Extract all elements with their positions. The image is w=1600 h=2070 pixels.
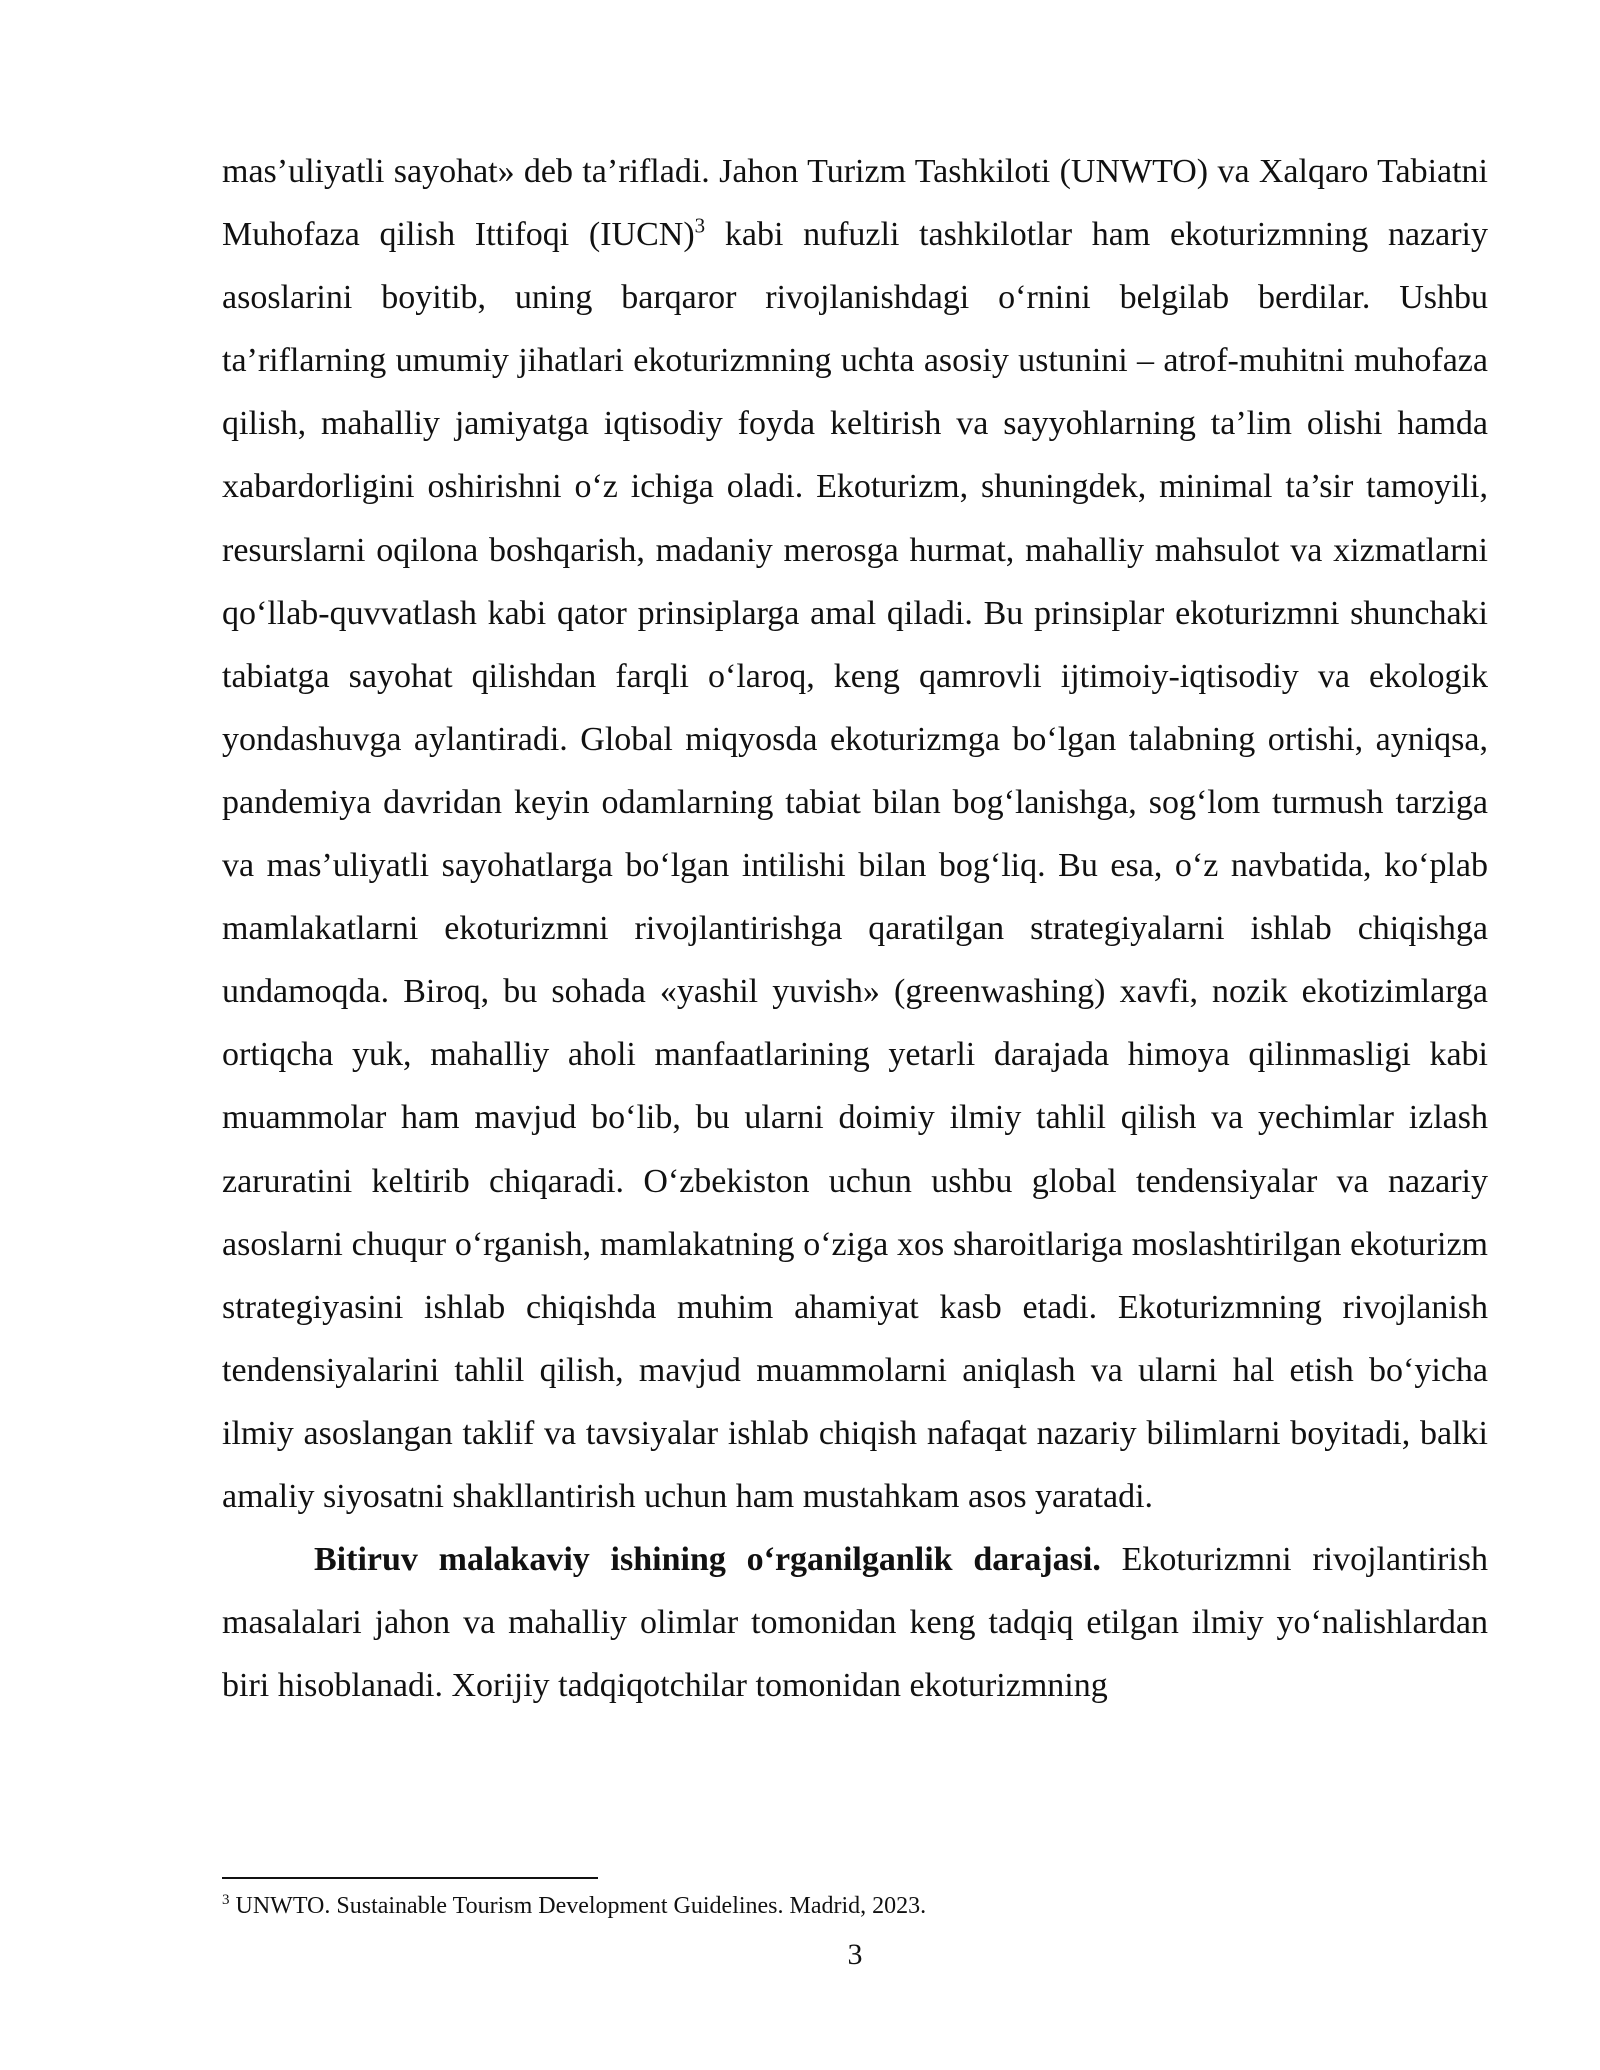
body-text xyxy=(222,140,1488,1717)
footnote-separator xyxy=(222,1877,598,1879)
paragraph-heading: Bitiruv malakaviy ishining oʻrganilganlik darajasi. xyxy=(314,1541,1101,1579)
footnote-marker: 3 xyxy=(222,1892,230,1908)
footnote-reference: 3 xyxy=(694,213,706,238)
paragraph-study-level xyxy=(222,1528,1488,1717)
paragraph-text-rest: kabi nufuzli tashkilotlar ham ekoturizmning nazariy asoslarini boyitib, uning barqaror rivojlanishdagi oʻrnini belgilab berdilar. Ushbu ta’riflarning umumiy jihatlari ekoturizmning uchta asosiy ustunini – atrof-muhitni muhofaza qilish, mahalliy jamiyatga iqtisodiy foyda keltirish va sayyohlarning ta’lim olishi hamda xabardorligini oshirishni oʻz ichiga oladi. Ekoturizm, shuningdek, minimal ta’sir tamoyili, resurslarni oqilona boshqarish, madaniy merosga hurmat, mahalliy mahsulot va xizmatlarni qoʻllab-quvvatlash kabi qator prinsiplarga amal qiladi. Bu prinsiplar ekoturizmni shunchaki tabiatga sayohat qilishdan farqli oʻlaroq, keng qamrovli ijtimoiy-iqtisodiy va ekologik yondashuvga aylantiradi. Global miqyosda ekoturizmga boʻlgan talabning ortishi, ayniqsa, pandemiya davridan keyin odamlarning tabiat bilan bogʻlanishga, sogʻlom turmush tarziga va mas’uliyatli sayohatlarga boʻlgan intilishi bilan bogʻliq. Bu esa, oʻz navbatida, koʻplab mamlakatlarni ekoturizmni rivojlantirishga qaratilgan strategiyalarni ishlab chiqishga undamoqda. Biroq, bu sohada «yashil yuvish» (greenwashing) xavfi, nozik ekotizimlarga ortiqcha yuk, mahalliy aholi manfaatlarining yetarli darajada himoya qilinmasligi kabi muammolar ham mavjud boʻlib, bu ularni doimiy ilmiy tahlil qilish va yechimlar izlash zaruratini keltirib chiqaradi. Oʻzbekiston uchun ushbu global tendensiyalar va nazariy asoslarni chuqur oʻrganish, mamlakatning oʻziga xos sharoitlariga moslashtirilgan ekoturizm strategiyasini ishlab chiqishda muhim ahamiyat kasb etadi. Ekoturizmning rivojlanish tendensiyalarini tahlil qilish, mavjud muammolarni aniqlash va ularni hal etish boʻyicha ilmiy asoslangan taklif va tavsiyalar ishlab chiqish nafaqat nazariy bilimlarni boyitadi, balki amaliy siyosatni shakllantirish uchun ham mustahkam asos yaratadi. xyxy=(222,216,1488,1515)
paragraph-text: mas’uliyatli sayohat» deb ta’rifladi. Jahon Turizm Tashkiloti (UNWTO) va Xalqaro Tabiatni Muhofaza qilish Ittifoqi (IUCN) xyxy=(222,153,1488,254)
paragraph-continuation xyxy=(222,140,1488,1528)
paragraph-text: Ekoturizmni rivojlantirish masalalari jahon va mahalliy olimlar tomonidan keng tadqiq etilgan ilmiy yoʻnalishlardan biri hisoblanadi. Xorijiy tadqiqotchilar tomonidan ekoturizmning xyxy=(222,1541,1488,1705)
footnote-text: UNWTO. Sustainable Tourism Development Guidelines. Madrid, 2023. xyxy=(229,1893,927,1919)
footnote xyxy=(222,1891,1488,1921)
page-number: 3 xyxy=(847,1938,863,1971)
